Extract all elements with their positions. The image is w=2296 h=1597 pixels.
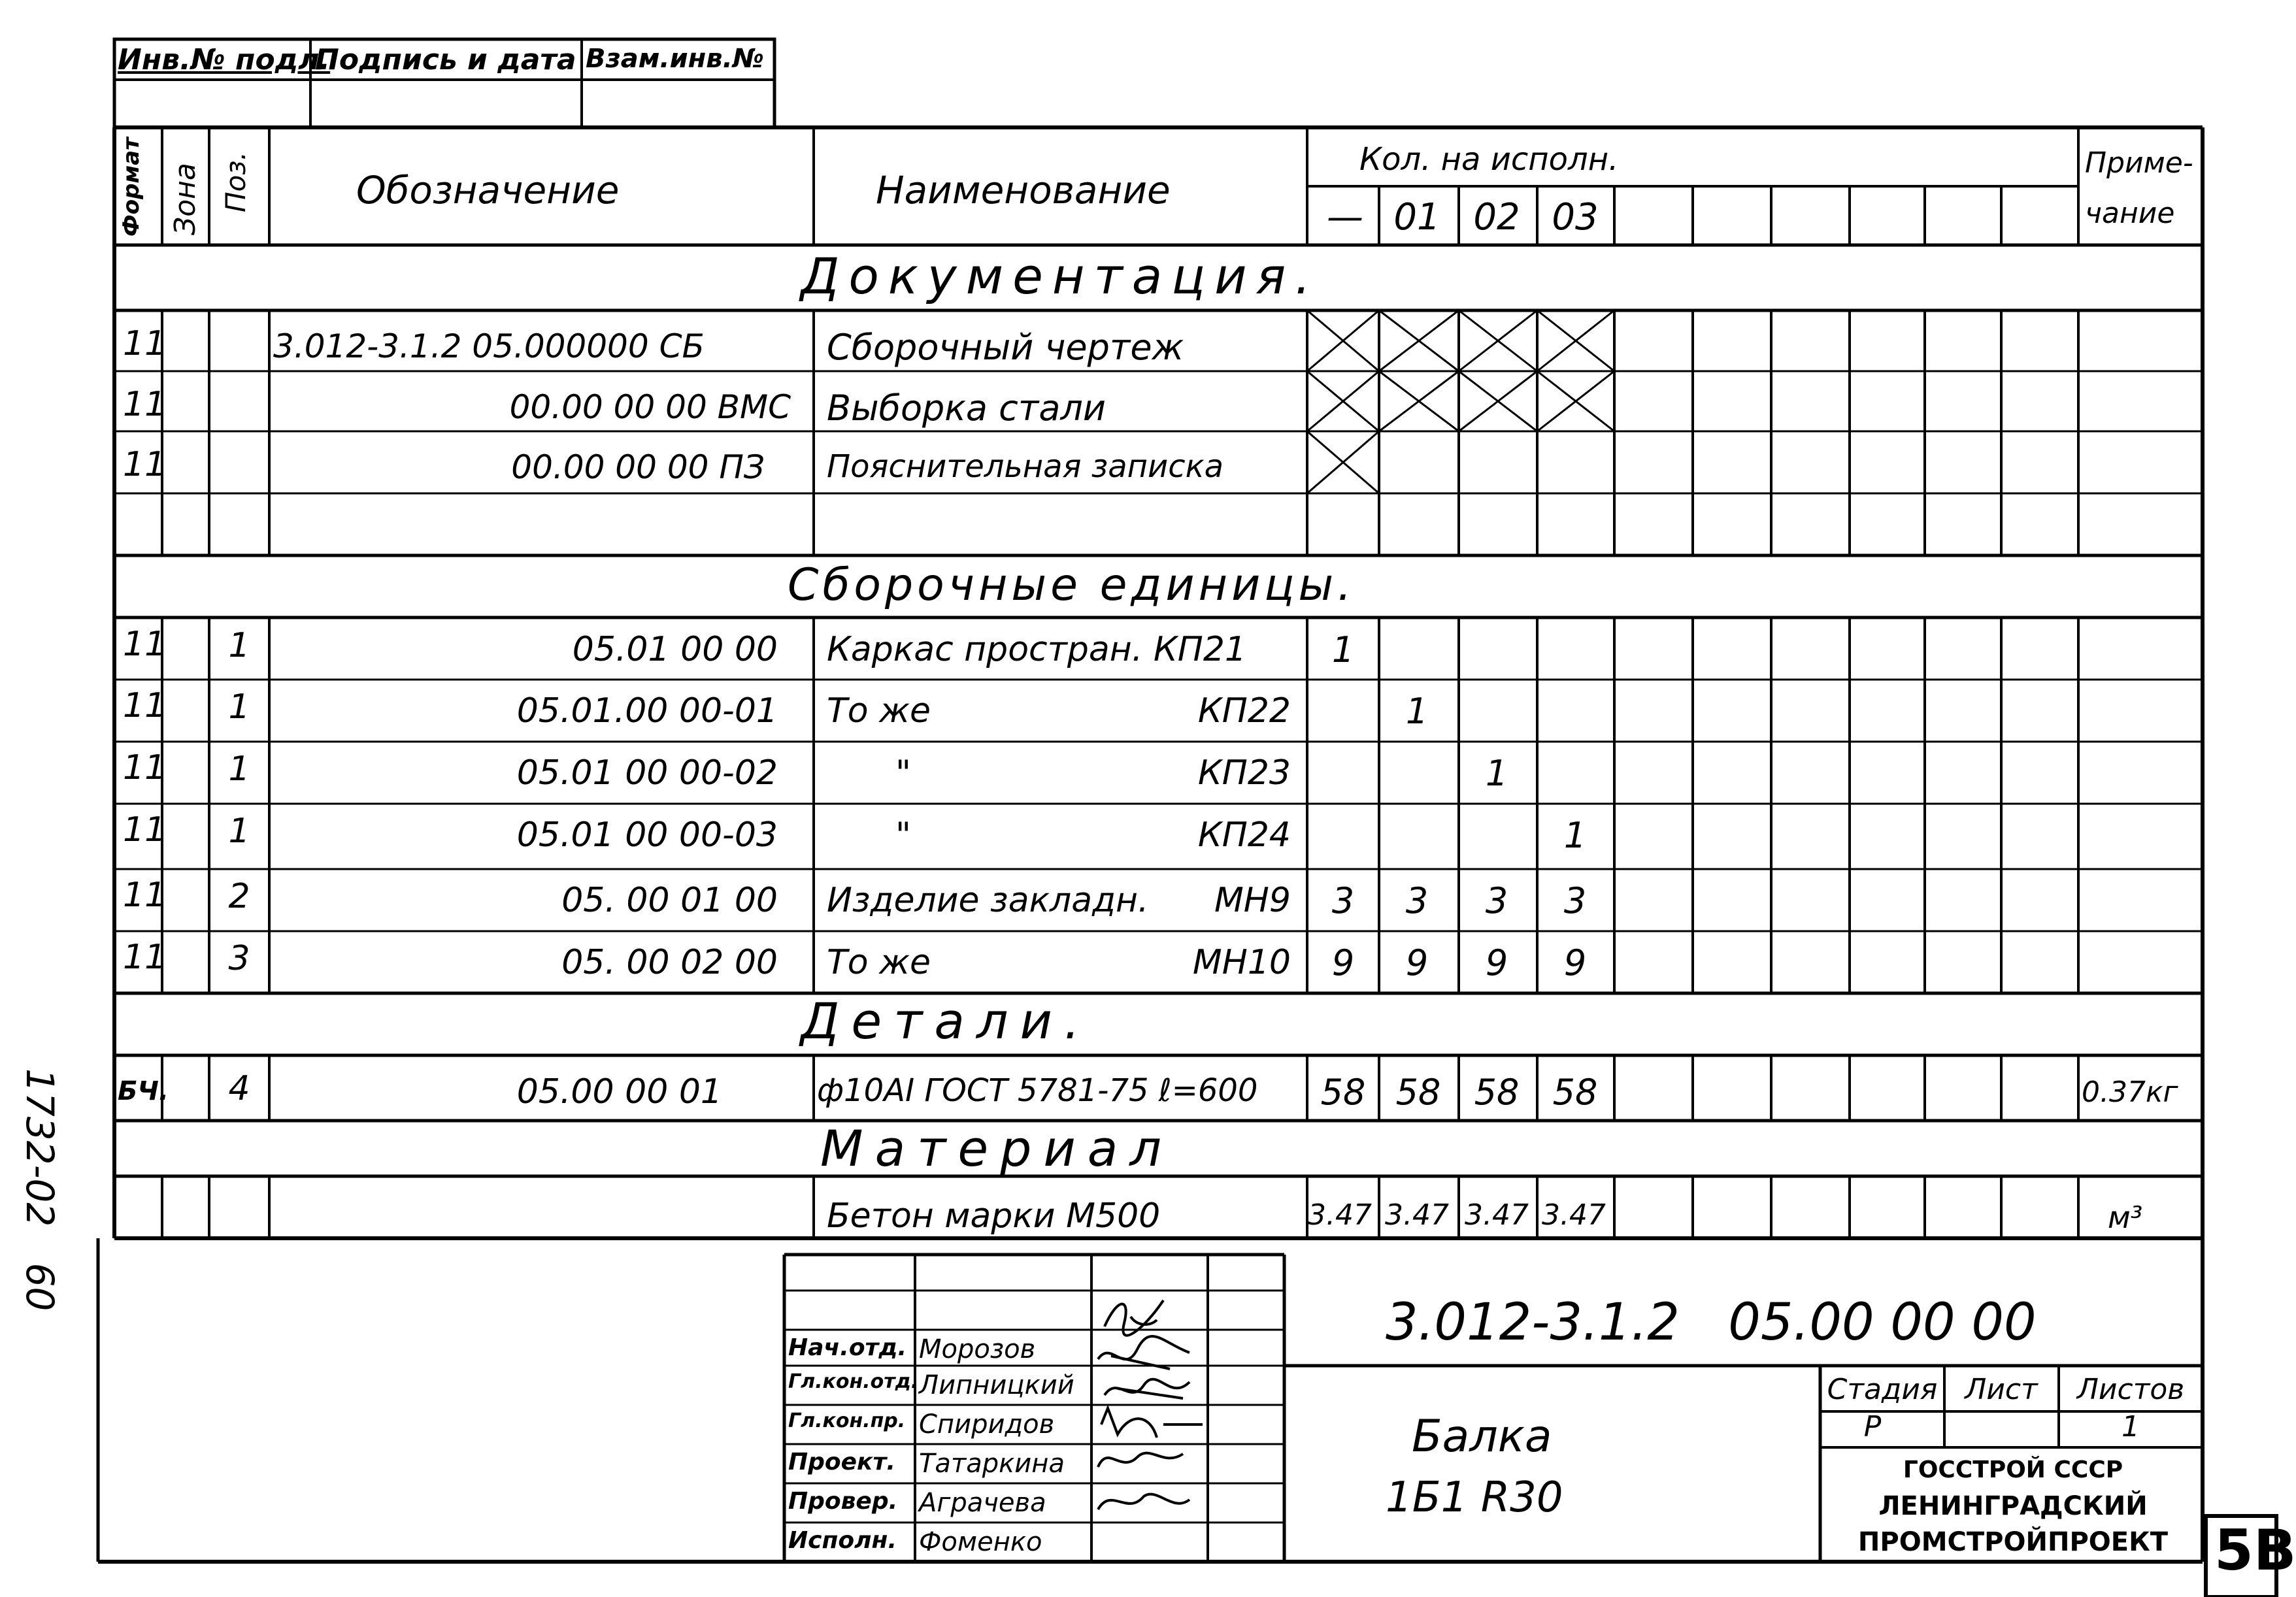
assembly-row-1-name: Каркас простран. КП21 (827, 630, 1247, 669)
doc-row-3-format: 11 (123, 445, 167, 484)
assembly-row-4-format: 11 (123, 810, 167, 849)
doc-row-3-name: Пояснительная записка (827, 448, 1224, 485)
material-qty-2: 3.47 (1465, 1198, 1529, 1232)
assembly-row-3-designation: 05.01 00 00-02 (516, 753, 778, 793)
part-qty-1: 58 (1395, 1072, 1441, 1113)
assembly-row-6-format: 11 (123, 938, 167, 977)
signature-name-2: Липницкий (919, 1370, 1074, 1400)
section-assemblies: Сборочные единицы. (788, 559, 1356, 611)
header-qty-col-0: — (1327, 196, 1363, 239)
sheet-label: Лист (1965, 1373, 2038, 1406)
header-qty-col-1: 01 (1393, 196, 1440, 239)
assembly-row-6-name: То же (827, 943, 931, 982)
org-line-3: ПРОМСТРОЙПРОЕКТ (1857, 1527, 2169, 1557)
assembly-row-3-qty-2: 1 (1485, 753, 1508, 794)
header-name: Наименование (876, 168, 1171, 212)
doc-row-2-designation: 00.00 00 00 ВМС (509, 388, 791, 426)
signature-name-1: Морозов (919, 1334, 1036, 1364)
header-note-2: чание (2085, 197, 2175, 230)
section-docs: Документация. (801, 247, 1320, 305)
assembly-row-3-pos: 1 (228, 749, 250, 789)
signatures (1091, 1291, 1209, 1562)
signature-name-4: Татаркина (919, 1449, 1065, 1479)
doc-row-2-name: Выборка стали (827, 387, 1106, 429)
assembly-row-4-designation: 05.01 00 00-03 (516, 815, 778, 855)
org-line-1: ГОССТРОЙ СССР (1903, 1457, 2123, 1483)
assembly-row-5-qty-2: 3 (1485, 880, 1508, 921)
doc-row-1-designation: 3.012-3.1.2 05.000000 СБ (273, 327, 705, 365)
material-qty-0: 3.47 (1308, 1198, 1372, 1232)
product-name: Балка (1412, 1411, 1552, 1462)
signature-role-5: Провер. (788, 1488, 898, 1515)
material-note: м³ (2108, 1200, 2143, 1235)
header-format: Формат (118, 137, 144, 237)
part-name: ф10АI ГОСТ 5781-75 ℓ=600 (817, 1072, 1258, 1109)
assembly-row-5-name: Изделие закладн. (827, 881, 1149, 920)
doc-row-2-format: 11 (123, 385, 167, 424)
assembly-row-5-qty-3: 3 (1563, 880, 1587, 921)
assembly-row-6-name-right: МН10 (1192, 943, 1291, 982)
assembly-row-4-name: " (895, 815, 911, 855)
assembly-row-5-name-right: МН9 (1214, 881, 1291, 920)
doc-code: 3.012-3.1.2 05.00 00 00 (1386, 1293, 2037, 1352)
header-qty-col-3: 03 (1552, 196, 1599, 239)
section-parts: Детали. (801, 992, 1092, 1050)
signature-name-3: Спиридов (919, 1409, 1055, 1440)
header-zone: Зона (169, 163, 202, 235)
material-qty-3: 3.47 (1542, 1198, 1606, 1232)
assembly-row-2-name: То же (827, 691, 931, 731)
material-qty-1: 3.47 (1385, 1198, 1449, 1232)
corner-mark: 5В (2214, 1518, 2296, 1583)
section-material: Материал (820, 1119, 1173, 1177)
assembly-row-3-format: 11 (123, 748, 167, 787)
assembly-row-2-qty-1: 1 (1405, 691, 1429, 732)
org-line-2: ЛЕНИНГРАДСКИЙ (1878, 1491, 2148, 1521)
margin-text: 1732-02 60 (18, 1068, 62, 1311)
doc-row-3-designation: 00.00 00 00 ПЗ (511, 448, 765, 486)
assembly-row-3-name-right: КП23 (1197, 753, 1291, 793)
assembly-row-2-pos: 1 (228, 687, 250, 727)
sheets-label: Листов (2076, 1373, 2185, 1406)
signature-role-6: Исполн. (788, 1527, 897, 1554)
part-format: БЧ. (118, 1076, 169, 1106)
part-qty-2: 58 (1474, 1072, 1520, 1113)
part-pos: 4 (228, 1069, 250, 1108)
signature-role-3: Гл.кон.пр. (788, 1409, 906, 1432)
assembly-row-5-pos: 2 (228, 877, 250, 916)
doc-row-1-name: Сборочный чертеж (827, 327, 1184, 368)
assembly-row-1-qty-0: 1 (1331, 629, 1355, 670)
assembly-row-6-pos: 3 (228, 939, 250, 978)
stage-label: Стадия (1827, 1373, 1938, 1406)
assembly-row-5-designation: 05. 00 01 00 (561, 881, 778, 920)
signature-role-1: Нач.отд. (788, 1334, 907, 1361)
assembly-row-5-qty-1: 3 (1405, 880, 1429, 921)
assembly-row-6-qty-0: 9 (1331, 942, 1355, 983)
inv-label: Инв.№ подл. (118, 43, 331, 76)
assembly-row-6-designation: 05. 00 02 00 (561, 943, 778, 982)
sheets-value: 1 (2121, 1410, 2140, 1443)
assembly-row-4-pos: 1 (228, 812, 250, 851)
part-designation: 05.00 00 01 (516, 1072, 722, 1111)
header-pos: Поз. (220, 152, 252, 212)
assembly-row-3-name: " (895, 753, 911, 793)
part-qty-3: 58 (1552, 1072, 1598, 1113)
signature-name-6: Фоменко (919, 1527, 1042, 1557)
signature-role-4: Проект. (788, 1449, 896, 1475)
assembly-row-5-format: 11 (123, 876, 167, 915)
signature-role-2: Гл.кон.отд. (788, 1370, 919, 1393)
assembly-row-1-pos: 1 (228, 626, 250, 665)
assembly-row-2-designation: 05.01.00 00-01 (516, 691, 778, 731)
assembly-row-5-qty-0: 3 (1331, 880, 1355, 921)
assembly-row-4-qty-3: 1 (1563, 815, 1587, 856)
header-qty-col-2: 02 (1473, 196, 1520, 239)
assembly-row-6-qty-2: 9 (1485, 942, 1508, 983)
header-note-1: Приме- (2085, 146, 2193, 180)
doc-row-1-format: 11 (123, 324, 167, 363)
assembly-row-4-name-right: КП24 (1197, 815, 1291, 855)
assembly-row-2-name-right: КП22 (1197, 691, 1291, 731)
header-qty: Кол. на исполн. (1359, 141, 1619, 178)
sign-label: Подпись и дата (315, 43, 576, 76)
replace-label: Взам.инв.№ (586, 44, 764, 74)
assembly-row-2-format: 11 (123, 686, 167, 725)
assembly-row-6-qty-3: 9 (1563, 942, 1587, 983)
assembly-row-6-qty-1: 9 (1405, 942, 1429, 983)
part-qty-0: 58 (1320, 1072, 1366, 1113)
header-designation: Обозначение (356, 168, 620, 212)
part-note: 0.37кг (2082, 1076, 2178, 1109)
assembly-row-1-designation: 05.01 00 00 (572, 630, 778, 669)
product-mark: 1Б1 R30 (1386, 1474, 1563, 1522)
signature-name-5: Аграчева (919, 1488, 1046, 1518)
stage-value: Р (1863, 1410, 1882, 1443)
assembly-row-1-format: 11 (123, 625, 167, 664)
material-name: Бетон марки М500 (827, 1196, 1161, 1236)
